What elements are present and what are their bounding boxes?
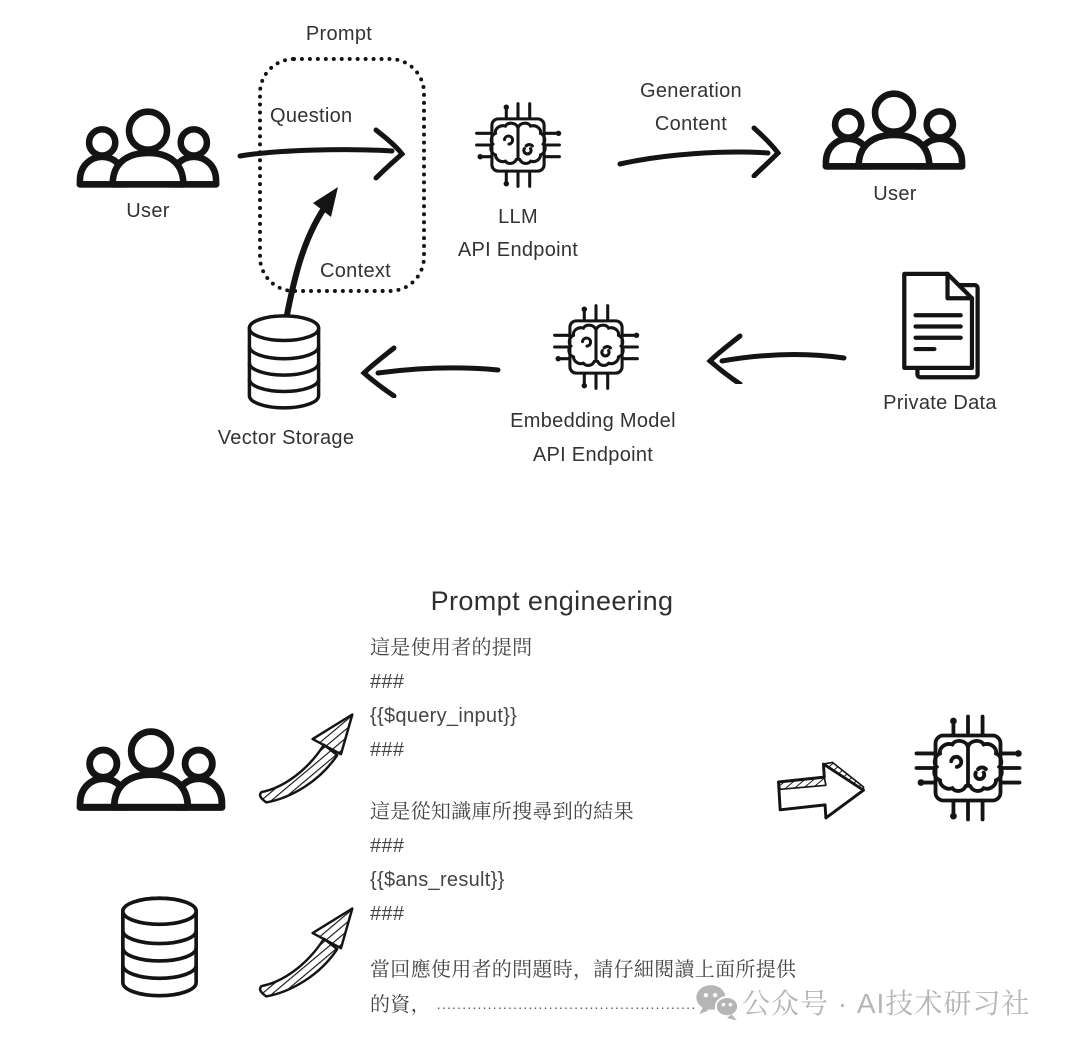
prompt-line: 這是使用者的提問 bbox=[370, 637, 533, 659]
prompt-line: {{$query_input}} bbox=[370, 705, 518, 727]
llm-chip-icon bbox=[473, 100, 563, 190]
user-left-label: User bbox=[126, 200, 170, 222]
block-arrow-icon bbox=[772, 754, 870, 828]
hatched-swoosh-arrow-icon bbox=[254, 904, 358, 1000]
generation-arrow-icon bbox=[616, 120, 786, 178]
prompt-line: ### bbox=[370, 835, 405, 857]
user-group-icon bbox=[76, 728, 226, 813]
prompt-engineering-title: Prompt engineering bbox=[430, 586, 674, 616]
prompt-line: {{$ans_result}} bbox=[370, 869, 505, 891]
embedding-to-vector-arrow-icon bbox=[352, 342, 502, 398]
private-data-label: Private Data bbox=[883, 392, 997, 414]
embedding-chip-icon bbox=[551, 302, 641, 392]
database-icon bbox=[116, 892, 203, 1000]
prompt-line-dots: ................................................... bbox=[436, 996, 697, 1012]
embedding-model-label: Embedding Model bbox=[510, 410, 676, 432]
embedding-endpoint-label: API Endpoint bbox=[532, 444, 654, 466]
private-data-documents-icon bbox=[893, 270, 987, 383]
llm-label: LLM bbox=[498, 206, 538, 228]
ai-chip-icon bbox=[912, 712, 1024, 824]
prompt-line-text: 的資， bbox=[370, 994, 431, 1016]
prompt-label: Prompt bbox=[305, 23, 373, 45]
prompt-line: 當回應使用者的問題時，請仔細閱讀上面所提供 bbox=[370, 959, 797, 981]
generation-label-1: Generation bbox=[640, 80, 742, 102]
wechat-icon bbox=[694, 982, 740, 1022]
user-group-icon bbox=[822, 90, 966, 172]
context-label: Context bbox=[320, 260, 392, 282]
user-right-label: User bbox=[873, 183, 917, 205]
question-arrow-icon bbox=[236, 124, 414, 182]
vector-storage-database-icon bbox=[243, 310, 325, 412]
llm-endpoint-label: API Endpoint bbox=[457, 239, 579, 261]
prompt-line: 這是從知識庫所搜尋到的結果 bbox=[370, 801, 634, 823]
context-curved-arrow-icon bbox=[272, 182, 360, 324]
prompt-line: ### bbox=[370, 903, 405, 925]
question-label: Question bbox=[270, 105, 353, 127]
prompt-line: ### bbox=[370, 739, 405, 761]
privatedata-to-embedding-arrow-icon bbox=[698, 328, 848, 384]
watermark-text: 公众号 · AI技术研习社 bbox=[742, 988, 1031, 1019]
user-group-icon bbox=[76, 108, 220, 190]
prompt-line: ### bbox=[370, 671, 405, 693]
generation-label-2: Content bbox=[654, 113, 728, 135]
hatched-swoosh-arrow-icon bbox=[254, 710, 358, 806]
vector-storage-label: Vector Storage bbox=[217, 427, 355, 449]
